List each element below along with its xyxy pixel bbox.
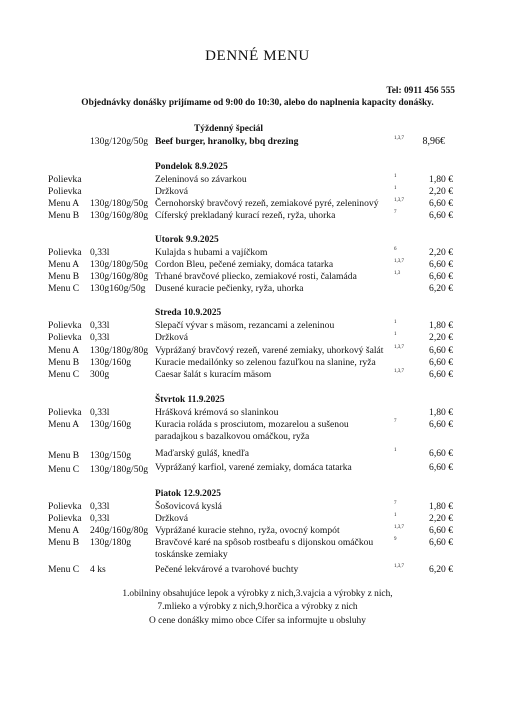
item-price: 1,80 € [429,174,453,185]
item-price: 2,20 € [429,513,453,524]
weekly-special-row [0,136,515,148]
menu-row [0,247,515,259]
day-heading-monday: Pondelok 8.9.2025 [155,162,228,172]
item-description: Vyprážané kuracie stehno, ryža, ovocný kompót [155,525,340,536]
item-description: Beef burger, hranolky, bbq drezing [155,136,299,147]
item-description: Hrášková krémová so slaninkou [155,407,279,418]
item-type: Menu C [48,464,80,475]
item-description: Bravčové karé na spôsob rostbeafu s dijonskou omáčkou toskánske zemiaky [155,537,374,560]
item-type: Menu B [48,357,80,368]
item-size: 0,33l [90,332,110,343]
item-allergens: 7 [394,501,397,506]
item-size: 0,33l [90,407,110,418]
item-allergens: 1 [394,332,397,337]
item-price: 6,60 € [429,198,453,209]
item-description: Slepačí vývar s mäsom, rezancami a zeleninou [155,320,335,331]
item-description: Držková [155,513,189,524]
phone-number: Tel: 0911 456 555 [386,86,455,96]
footer-line: 1.obilniny obsahujúce lepok a výrobky z nich,3.vajcia a výrobky z nich, [122,589,393,599]
item-description: Pečené lekvárové a tvarohové buchty [155,564,299,575]
item-size: 130g160g/50g [90,283,146,294]
item-size: 300g [90,369,110,380]
item-allergens: 1,3,7 [394,345,404,350]
item-price: 6,60 € [429,537,453,548]
item-description: Kuracie medailónky so zelenou fazuľkou na slanine, ryža [155,357,376,368]
item-price: 6,60 € [429,419,453,430]
menu-row [0,357,515,369]
item-type: Menu A [48,198,80,209]
item-type: Menu C [48,564,80,575]
menu-row [0,537,515,561]
item-type: Polievka [48,247,82,258]
menu-row [0,271,515,283]
item-price: 6,60 € [429,462,453,473]
item-price: 6,20 € [429,564,453,575]
menu-row [0,448,515,460]
item-type: Menu B [48,271,80,282]
orders-note: Objednávky donášky prijímame od 9:00 do 10:30, alebo do naplnenia kapacity donášky. [81,98,434,108]
item-description: Držková [155,332,189,343]
item-price: 1,80 € [429,501,453,512]
item-price: 6,20 € [429,283,453,294]
menu-row [0,259,515,271]
item-allergens: 1 [394,186,397,191]
item-description: Maďarský guláš, knedľa [155,448,250,459]
item-size: 130g/150g [90,450,132,461]
item-size: 0,33l [90,247,110,258]
footer-line: 7.mlieko a výrobky z nich,9.horčica a výrobky z nich [157,602,358,613]
item-description: Kulajda s hubami a vajíčkom [155,247,268,258]
item-size: 0,33l [90,320,110,331]
day-heading-tuesday: Utorok 9.9.2025 [155,235,219,245]
menu-row [0,332,515,344]
item-type: Menu C [48,369,80,380]
item-allergens: 7 [394,210,397,215]
item-allergens: 1,3,7 [394,525,404,530]
item-description: Cordon Bleu, pečené zemiaky, domáca tatarka [155,259,334,270]
item-size: 4 ks [90,564,106,575]
item-description: Šošovicová kyslá [155,501,222,512]
item-type: Menu B [48,450,80,461]
menu-row [0,198,515,210]
item-price: 1,80 € [429,320,453,331]
day-heading-wednesday: Streda 10.9.2025 [155,308,222,318]
item-price: 6,60 € [429,345,453,356]
item-price: 6,60 € [429,525,453,536]
item-type: Polievka [48,513,82,524]
item-allergens: 1,3 [394,271,401,276]
item-size: 130g/160g/80g [90,271,149,282]
item-size: 130g/160g/80g [90,210,149,221]
item-description: Caesar šalát s kuracím mäsom [155,369,272,380]
item-size: 130g/120g/50g [90,136,149,147]
item-description: Kuracia roláda s prosciutom, mozarelou a sušenou paradajkou s bazalkovou omáčkou, ryža [155,419,349,442]
item-price: 2,20 € [429,332,453,343]
item-size: 130g/180g [90,537,132,548]
item-allergens: 9 [394,537,397,542]
item-allergens: 7 [394,419,397,424]
item-price: 2,20 € [429,247,453,258]
item-price: 6,60 € [429,210,453,221]
menu-row [0,407,515,419]
item-allergens: 1,3,7 [394,198,404,203]
menu-row [0,419,515,443]
item-description: Trhané bravčové pliecko, zemiakové rosti, čalamáda [155,271,357,282]
item-allergens: 1 [394,513,397,518]
item-size: 0,33l [90,513,110,524]
item-type: Menu B [48,537,80,548]
item-allergens: 1,3,7 [394,369,404,374]
day-heading-friday: Piatok 12.9.2025 [155,489,221,499]
item-size: 130g/180g/50g [90,259,149,270]
menu-row [0,513,515,525]
menu-row [0,186,515,198]
menu-row [0,283,515,295]
item-type: Menu A [48,525,80,536]
item-allergens: 1,3,7 [394,259,404,264]
item-size: 130g/180g/50g [90,198,149,209]
menu-row [0,564,515,576]
item-type: Menu B [48,210,80,221]
item-price: 6,60 € [429,357,453,368]
item-allergens: 1,3,7 [394,136,404,141]
item-price: 2,20 € [429,186,453,197]
item-size: 0,33l [90,501,110,512]
item-type: Polievka [48,174,82,185]
item-type: Menu A [48,259,80,270]
menu-row [0,462,515,474]
item-description: Dusené kuracie pečienky, ryža, uhorka [155,283,304,294]
item-allergens: 1,3,7 [394,564,404,569]
item-price: 6,60 € [429,271,453,282]
item-size: 240g/160g/80g [90,525,149,536]
item-description: Držková [155,186,189,197]
menu-row [0,345,515,357]
item-type: Menu A [48,419,80,430]
item-price: 6,60 € [429,369,453,380]
item-price: 1,80 € [429,407,453,418]
item-type: Polievka [48,320,82,331]
item-size: 130g/160g [90,419,132,430]
item-allergens: 6 [394,247,397,252]
item-description: Cíferský prekladaný kurací rezeň, ryža, uhorka [155,210,336,221]
menu-row [0,320,515,332]
item-size: 130g/180g/50g [90,464,149,475]
item-description: Zeleninová so závarkou [155,174,247,185]
item-price: 8,96€ [422,136,445,147]
item-price: 6,60 € [429,259,453,270]
item-description: Vyprážaný bravčový rezeň, varené zemiaky, uhorkový šalát [155,345,384,356]
item-description: Vyprážaný karfiol, varené zemiaky, domáca tatarka [155,462,352,473]
item-allergens: 1 [394,448,397,453]
menu-row [0,174,515,186]
item-type: Polievka [48,501,82,512]
menu-row [0,210,515,222]
allergen-footer [0,588,515,628]
item-price: 6,60 € [429,448,453,459]
item-type: Polievka [48,407,82,418]
item-type: Polievka [48,332,82,343]
menu-row [0,369,515,381]
item-type: Polievka [48,186,82,197]
menu-row [0,525,515,537]
footer-line: O cene donášky mimo obce Cífer sa informujte u obsluhy [149,615,366,626]
item-description: Černohorský bravčový rezeň, zemiakové pyré, zeleninový [155,198,379,209]
weekly-special-heading: Týždenný špeciál [194,124,264,134]
item-type: Menu A [48,345,80,356]
item-allergens: 1 [394,174,397,179]
item-size: 130g/180g/80g [90,345,149,356]
menu-row [0,501,515,513]
item-allergens: 1 [394,320,397,325]
page-title: DENNÉ MENU [205,48,310,64]
item-type: Menu C [48,283,80,294]
day-heading-thursday: Štvrtok 11.9.2025 [155,395,225,405]
item-size: 130g/160g [90,357,132,368]
